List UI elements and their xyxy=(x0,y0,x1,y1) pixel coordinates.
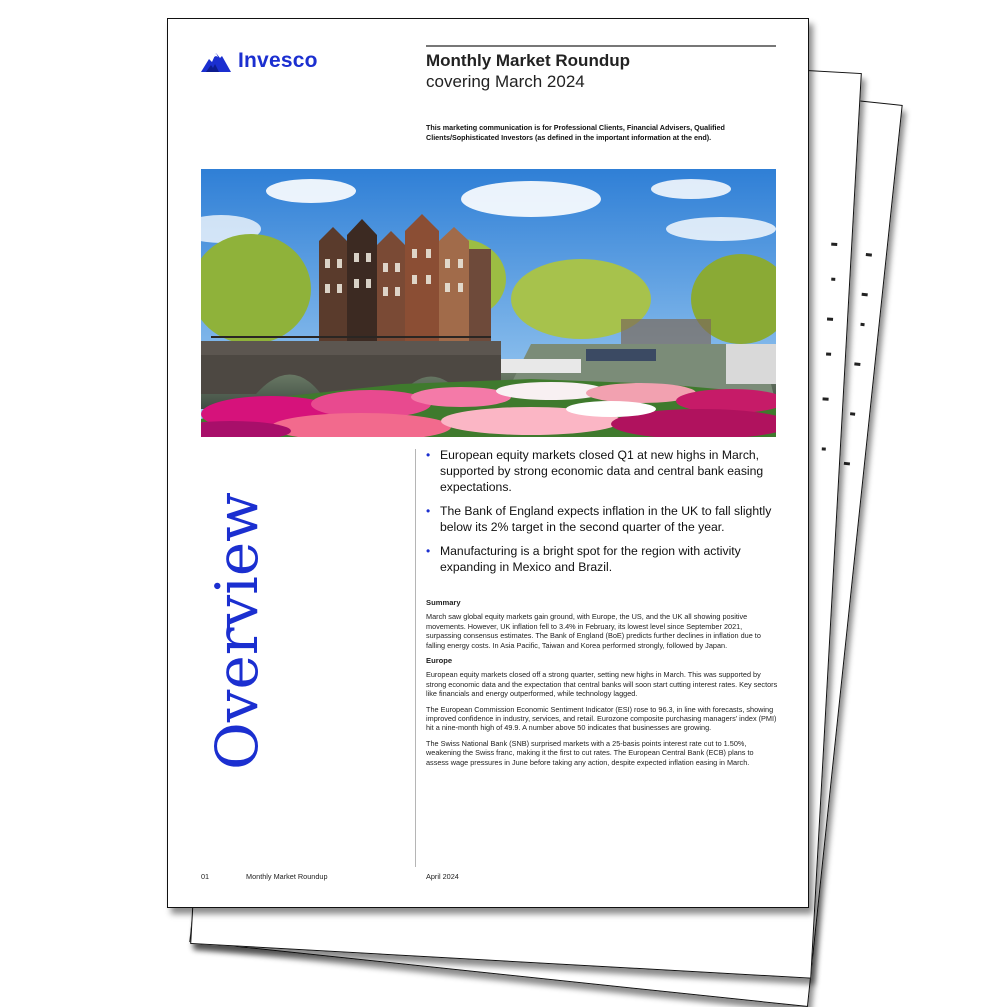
footer-date: April 2024 xyxy=(426,872,459,881)
footer-doc-name: Monthly Market Roundup xyxy=(246,872,328,881)
page-subtitle: covering March 2024 xyxy=(426,72,585,91)
hero-image xyxy=(201,169,776,437)
mountain-figure-icon xyxy=(200,49,232,73)
key-point xyxy=(424,447,779,495)
header-rule xyxy=(426,45,776,47)
summary-paragraph: March saw global equity markets gain ground, with Europe, the US, and the UK all showing positive movements. However, UK inflation fell to 3.4% in February, its lowest level since September 2021, surpassing consensus estimates. The Bank of England (BoE) predicts further declines in inflation due to falling energy costs. In Asia Pacific, Taiwan and Korea performed strongly, followed by Japan. xyxy=(426,612,761,650)
europe-paragraph: European equity markets closed off a strong quarter, setting new highs in March. This was supported by strong economic data and the expectation that central banks will soon start cutting interest rates. Key sectors like financials and energy outperformed, while technology lagged. xyxy=(426,670,778,699)
europe-paragraph: The European Commission Economic Sentiment Indicator (ESI) rose to 96.3, in line with forecasts, showing improved confidence in industry, services, and retail. Eurozone composite purchasing managers' index (PMI) hit a nine-month high of 49.9. A number above 50 indicates that businesses are growing. xyxy=(426,704,777,733)
key-point xyxy=(424,503,779,535)
column-divider xyxy=(415,449,416,867)
front-page xyxy=(167,18,809,908)
page-title: Monthly Market Roundup xyxy=(426,51,630,70)
bullet-icon: • xyxy=(426,448,431,462)
summary-heading: Summary xyxy=(426,598,461,607)
key-point xyxy=(424,543,779,575)
europe-paragraph: The Swiss National Bank (SNB) surprised markets with a 25-basis points interest rate cut to 1.50%, weakening the Swiss franc, making it the first to cut rates. The European Central Bank (ECB) plans to assess wage pressures in June before taking any action, despite expected inflation easing in March. xyxy=(426,738,754,767)
key-point-text: European equity markets closed Q1 at new highs in March, supported by strong economic data and central bank easing expectations. xyxy=(440,448,764,494)
europe-heading: Europe xyxy=(426,656,453,666)
key-points-list xyxy=(424,447,779,583)
body-text xyxy=(426,598,778,773)
brand-name: Invesco xyxy=(238,49,318,72)
audience-notice: This marketing communication is for Professional Clients, Financial Advisers, Qualified Clients/Sophisticated Investors (as defined in the important information at the end). xyxy=(426,123,725,142)
brand-logo xyxy=(200,49,318,73)
key-point-text: Manufacturing is a bright spot for the region with activity expanding in Mexico and Brazil. xyxy=(440,544,741,574)
section-label-overview: Overview xyxy=(203,492,271,770)
key-point-text: The Bank of England expects inflation in the UK to fall slightly below its 2% target in the second quarter of the year. xyxy=(440,504,772,534)
footer-page-number: 01 xyxy=(201,872,210,881)
bullet-icon: • xyxy=(426,504,431,518)
back-page-text-fragments xyxy=(806,222,838,483)
bullet-icon: • xyxy=(426,544,431,558)
